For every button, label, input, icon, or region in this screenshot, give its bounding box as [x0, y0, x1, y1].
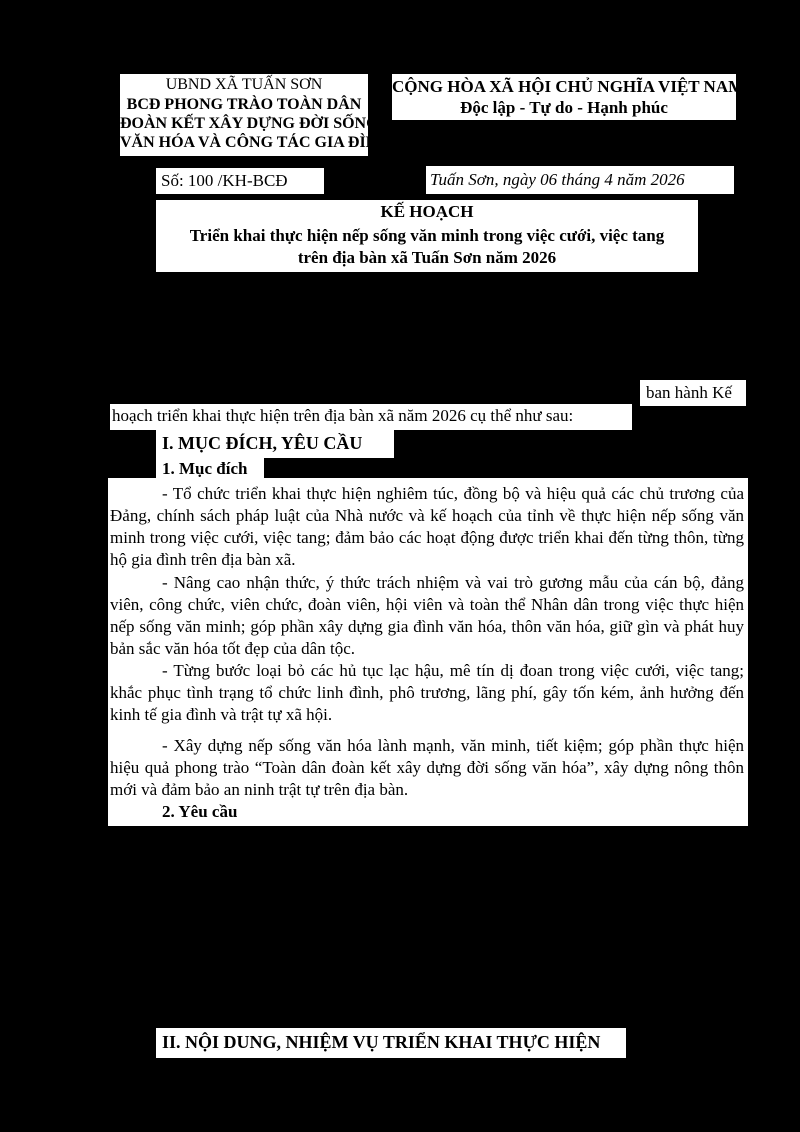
document-title-line1: Triển khai thực hiện nếp sống văn minh trong việc cưới, việc tang — [189, 226, 665, 245]
document-title-line2: trên địa bàn xã Tuấn Sơn năm 2026 — [297, 248, 557, 267]
purpose-paragraph-2: - Nâng cao nhận thức, ý thức trách nhiệm và vai trò gương mẫu của cán bộ, đảng viên, công chức, viên chức, đoàn viên, hội viên và toàn thể Nhân dân trong việc thực hiện nếp sống văn minh; góp phần xây dựng gia đình văn hóa, thôn văn hóa, giữ gìn và phát huy bản sắc văn hóa tốt đẹp của dân tộc. — [110, 573, 744, 658]
purpose-paragraph-1: - Tổ chức triển khai thực hiện nghiêm túc, đồng bộ và hiệu quả các chủ trương của Đảng, chính sách pháp luật của Nhà nước và kế hoạch của tỉnh về thực hiện nếp sống văn minh trong việc cưới, việc tang; đảm bảo các hoạt động được triển khai đến từng thôn, từng hộ gia đình trên địa bàn xã. — [110, 484, 744, 569]
committee-name-2: ĐOÀN KẾT XÂY DỰNG ĐỜI SỐNG — [120, 115, 379, 132]
agency-name: UBND XÃ TUẤN SƠN — [165, 76, 323, 93]
purpose-paragraph-4: - Xây dựng nếp sống văn hóa lành mạnh, văn minh, tiết kiệm; góp phần thực hiện hiệu quả phong trào “Toàn dân đoàn kết xây dựng đời sống văn hóa”, xây dựng nông thôn mới và đảm bảo an ninh trật tự trên địa bàn. — [110, 736, 744, 799]
document-number: Số: 100 /KH-BCĐ — [161, 171, 288, 190]
document-date: Tuấn Sơn, ngày 06 tháng 4 năm 2026 — [430, 170, 685, 189]
national-motto: Độc lập - Tự do - Hạnh phúc — [460, 98, 668, 117]
document-kind: KẾ HOẠCH — [380, 202, 474, 221]
committee-name-3: VĂN HÓA VÀ CÔNG TÁC GIA ĐÌNH — [120, 134, 390, 151]
intro-line: hoạch triển khai thực hiện trên địa bàn xã năm 2026 cụ thể như sau: — [112, 406, 574, 425]
committee-name-1: BCĐ PHONG TRÀO TOÀN DÂN — [126, 96, 362, 113]
purpose-paragraph-3: - Từng bước loại bỏ các hủ tục lạc hậu, mê tín dị đoan trong việc cưới, việc tang; khắc phục tình trạng tổ chức linh đình, phô trương, lãng phí, gây tốn kém, ảnh hưởng đến kinh tế gia đình và trật tự xã hội. — [110, 661, 744, 724]
national-title: CỘNG HÒA XÃ HỘI CHỦ NGHĨA VIỆT NAM — [392, 77, 745, 96]
subheading-requirements: 2. Yêu cầu — [162, 802, 238, 821]
section2-heading: II. NỘI DUNG, NHIỆM VỤ TRIỂN KHAI THỰC HIỆN — [162, 1032, 601, 1052]
section1-heading: I. MỤC ĐÍCH, YÊU CẦU — [162, 433, 363, 453]
subheading-purpose: 1. Mục đích — [162, 459, 248, 478]
intro-fragment: ban hành Kế — [646, 383, 732, 402]
